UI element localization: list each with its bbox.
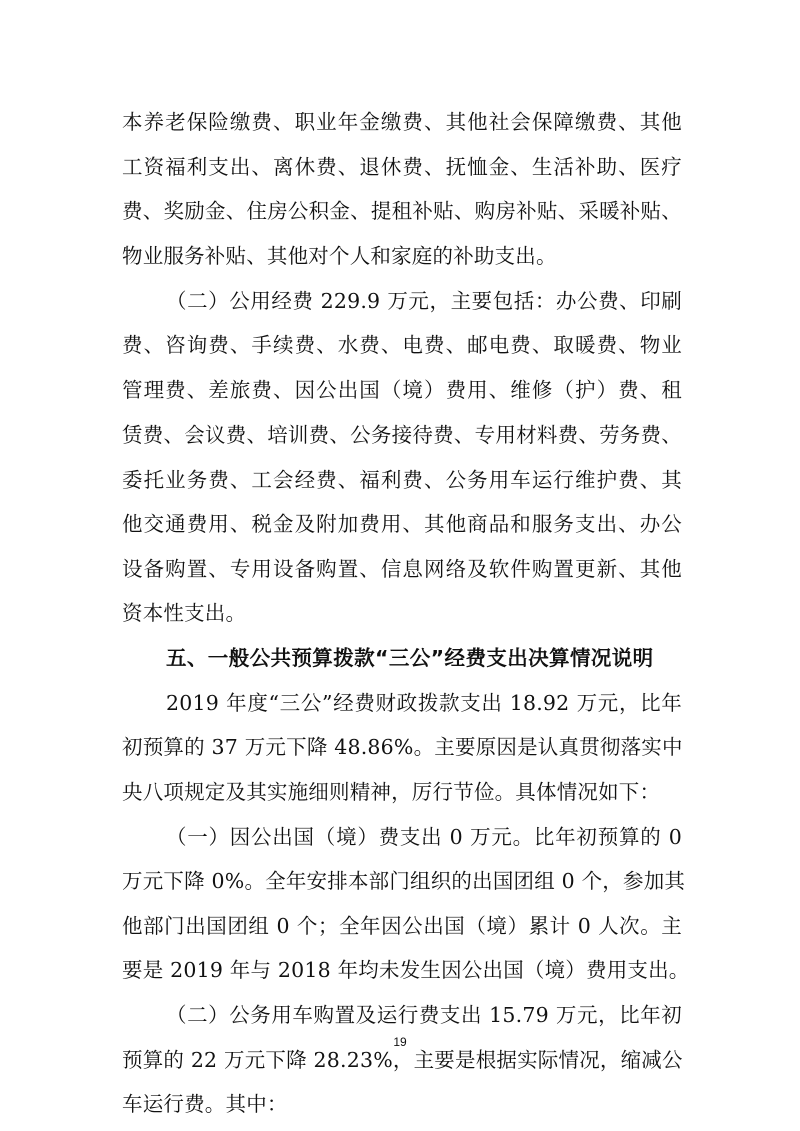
text-line: 物业服务补贴、其他对个人和家庭的补助支出。 <box>122 244 557 268</box>
page-number: 19 <box>393 1035 407 1049</box>
text-line: 要是 2019 年与 2018 年均未发生因公出国（境）费用支出。 <box>122 958 690 982</box>
text-line: 初预算的 37 万元下降 48.86%。主要原因是认真贯彻落实中 <box>122 735 683 759</box>
text-line: 资本性支出。 <box>122 601 247 625</box>
section-heading: 五、一般公共预算拨款“三公”经费支出决算情况说明 <box>166 646 654 670</box>
text-line: 费、咨询费、手续费、水费、电费、邮电费、取暖费、物业 <box>122 333 682 357</box>
text-line: 车运行费。其中： <box>122 1092 288 1116</box>
text-line: 预算的 22 万元下降 28.23%，主要是根据实际情况，缩减公 <box>122 1048 683 1072</box>
text-line: 委托业务费、工会经费、福利费、公务用车运行维护费、其 <box>122 468 682 492</box>
text-line: 设备购置、专用设备购置、信息网络及软件购置更新、其他 <box>122 557 682 581</box>
paragraph-first-line: （二）公务用车购置及运行费支出 15.79 万元，比年初 <box>166 1003 682 1027</box>
text-line: 他部门出国团组 0 个；全年因公出国（境）累计 0 人次。主 <box>122 914 682 938</box>
text-line: 央八项规定及其实施细则精神，厉行节俭。具体情况如下： <box>122 780 661 804</box>
text-line: 工资福利支出、离休费、退休费、抚恤金、生活补助、医疗 <box>122 155 682 179</box>
text-line: 本养老保险缴费、职业年金缴费、其他社会保障缴费、其他 <box>122 110 682 134</box>
text-line: 管理费、差旅费、因公出国（境）费用、维修（护）费、租 <box>122 378 682 402</box>
text-line: 赁费、会议费、培训费、公务接待费、专用材料费、劳务费、 <box>122 423 682 447</box>
paragraph-first-line: （一）因公出国（境）费支出 0 万元。比年初预算的 0 <box>166 825 682 849</box>
text-line: 费、奖励金、住房公积金、提租补贴、购房补贴、采暖补贴、 <box>122 199 682 223</box>
text-line: 万元下降 0%。全年安排本部门组织的出国团组 0 个，参加其 <box>122 869 686 893</box>
paragraph-first-line: 2019 年度“三公”经费财政拨款支出 18.92 万元，比年 <box>166 691 682 715</box>
paragraph-first-line: （二）公用经费 229.9 万元，主要包括：办公费、印刷 <box>166 289 682 313</box>
text-line: 他交通费用、税金及附加费用、其他商品和服务支出、办公 <box>122 512 682 536</box>
